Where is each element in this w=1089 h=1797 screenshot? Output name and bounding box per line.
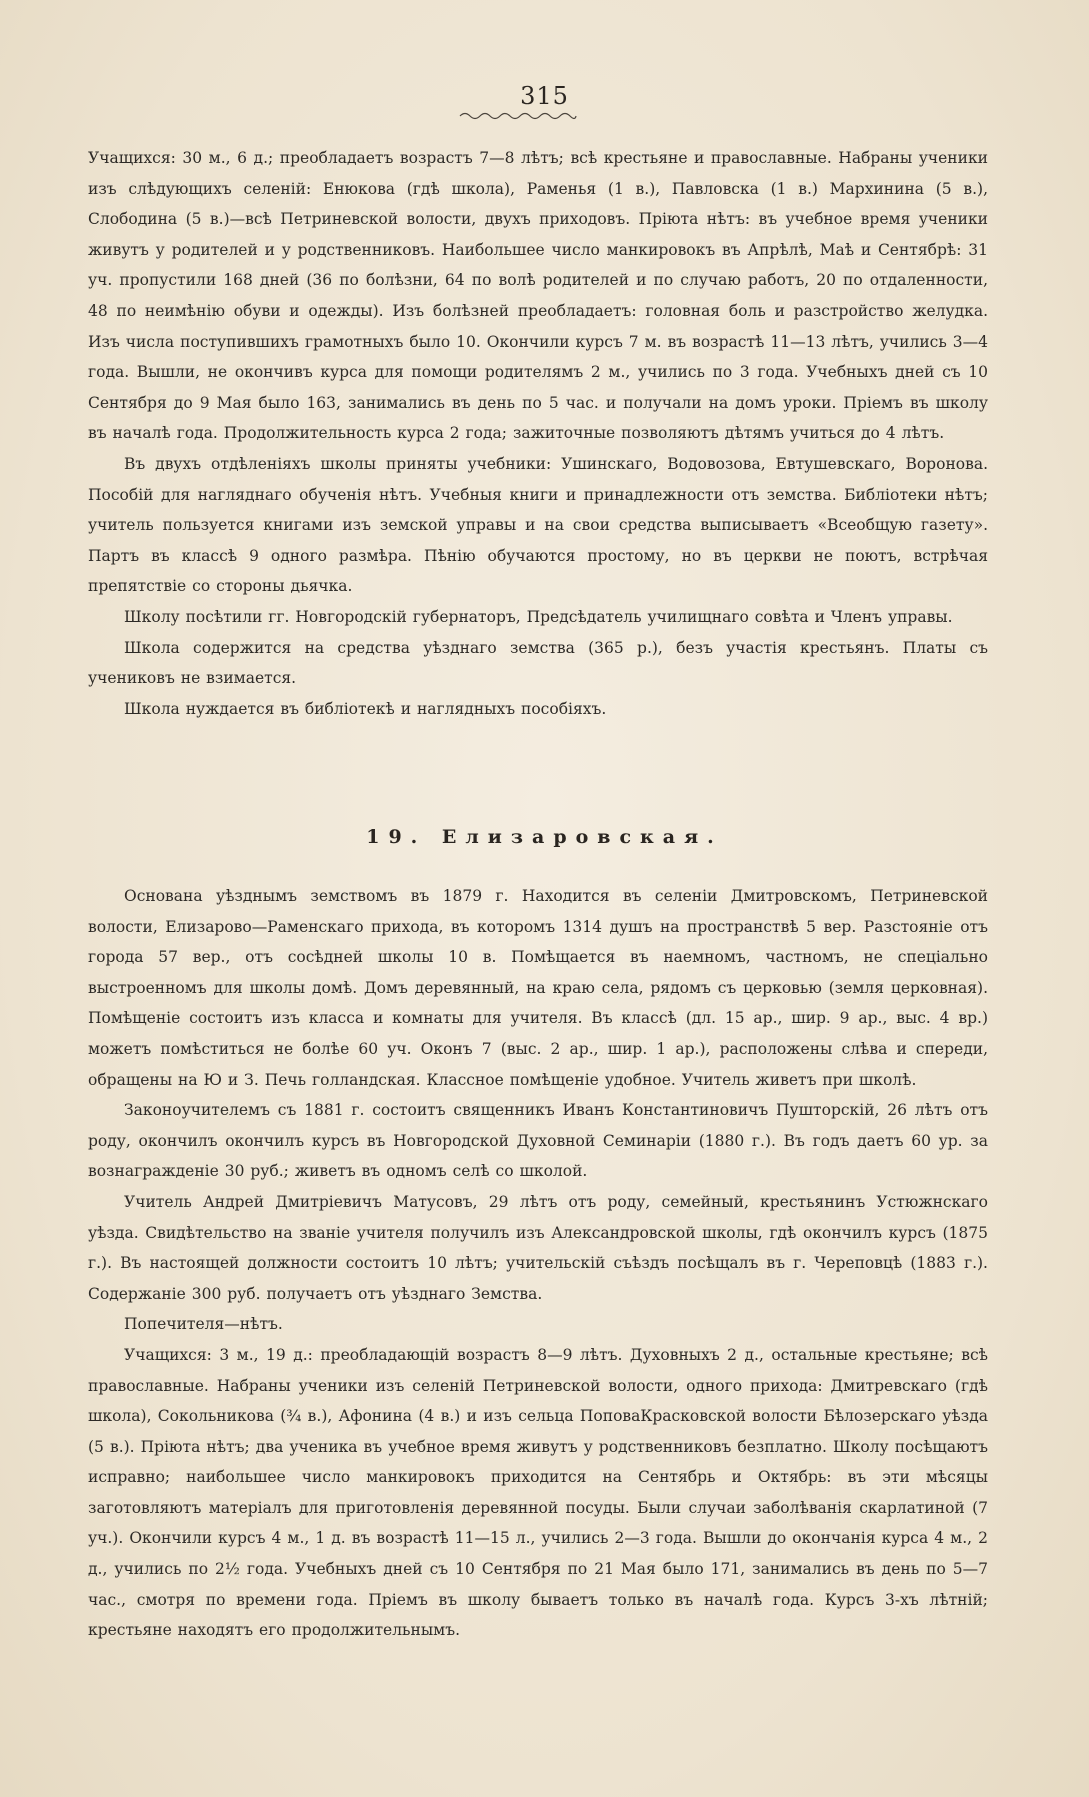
paragraph-trustees: Попечителя—нѣтъ. [124, 1315, 283, 1334]
paragraph-students: Учащихся: 30 м., 6 д.; преобладаетъ возрастъ 7—8 лѣтъ; всѣ крестьяне и православные. Набраны ученики изъ слѣдующихъ селеній: Енюкова (гдѣ школа), Раменья (1 в.), Павловска (1 в.) Мархинина (5 в.), Слободина (5 в.)—всѣ Петриневской волости, двухъ приходовъ. Пріюта нѣтъ: въ учебное время ученики живутъ у родителей и у родственниковъ. Наибольшее число манкировокъ въ Апрѣлѣ, Маѣ и Сентябрѣ: 31 уч. пропустили 168 дней (36 по болѣзни, 64 по волѣ родителей и по случаю работъ, 20 по отдаленности, 48 по неимѣнію обуви и одежды). Изъ болѣзней преобладаетъ: головная боль и разстройство желудка. Изъ числа поступившихъ грамотныхъ было 10. Окончили курсъ 7 м. въ возрастѣ 11—13 лѣтъ, учились 3—4 года. Вышли, не окончивъ курса для помощи родителямъ 2 м., учились по 3 года. Учебныхъ дней съ 10 Сентября до 9 Мая было 163, занимались въ день по 5 час. и получали на домъ уроки. Пріемъ въ школу въ началѣ года. Продолжительность курса 2 года; зажиточные позволяютъ дѣтямъ учиться до 4 лѣтъ. [88, 149, 988, 443]
paragraph-founding: Основана уѣзднымъ земствомъ въ 1879 г. Находится въ селеніи Дмитровскомъ, Петриневской волости, Елизарово—Раменскаго прихода, въ которомъ 1314 душъ на пространствѣ 5 вер. Разстояніе отъ города 57 вер., отъ сосѣдней школы 10 в. Помѣщается въ наемномъ, частномъ, не спеціально выстроенномъ для школы домѣ. Домъ деревянный, на краю села, рядомъ съ церковью (земля церковная). Помѣщеніе состоитъ изъ класса и комнаты для учителя. Въ классѣ (дл. 15 ар., шир. 9 ар., выс. 4 вр.) можетъ помѣститься не болѣе 60 уч. Оконъ 7 (выс. 2 ар., шир. 1 ар.), расположены слѣва и спереди, обращены на Ю и З. Печь голландская. Классное помѣщеніе удобное. Учитель живетъ при школѣ. [88, 887, 988, 1089]
section-title: Елизаровская. [441, 826, 723, 848]
paragraph-law-teacher: Законоучителемъ съ 1881 г. состоитъ священникъ Иванъ Константиновичъ Пушторскій, 26 лѣтъ отъ роду, окончилъ окончилъ курсъ въ Новгородской Духовной Семинаріи (1880 г.). Въ годъ даетъ 60 ур. за вознагражденіе 30 руб.; живетъ въ одномъ селѣ со школой. [88, 1101, 988, 1181]
paragraph-textbooks: Въ двухъ отдѣленіяхъ школы приняты учебники: Ушинскаго, Водовозова, Евтушевскаго, Воронова. Пособій для нагляднаго обученія нѣтъ. Учебныя книги и принадлежности отъ земства. Библіотеки нѣтъ; учитель пользуется книгами изъ земской управы и на свои средства выписываетъ «Всеобщую газету». Партъ въ классѣ 9 одного размѣра. Пѣнію обучаются простому, но въ церкви не поютъ, встрѣчая препятствіе со стороны дьячка. [88, 454, 988, 596]
section-number: 19. [366, 826, 427, 848]
page-number: 315 [520, 82, 569, 110]
paragraph-needs: Школа нуждается въ библіотекѣ и наглядныхъ пособіяхъ. [124, 699, 607, 718]
paragraph-funding: Школа содержится на средства уѣзднаго земства (365 р.), безъ участія крестьянъ. Платы съ учениковъ не взимается. [88, 638, 988, 688]
wavy-rule-ornament [458, 110, 578, 122]
paragraph-students-2: Учащихся: 3 м., 19 д.: преобладающій возрастъ 8—9 лѣтъ. Духовныхъ 2 д., остальные крестьяне; всѣ православные. Набраны ученики изъ селеній Петриневской волости, одного прихода: Дмитревскаго (гдѣ школа), Сокольникова (¾ в.), Афонина (4 в.) и изъ сельца ПоповаКрасковской волости Бѣлозерскаго уѣзда (5 в.). Пріюта нѣтъ; два ученика въ учебное время живутъ у родственниковъ безплатно. Школу посѣщаютъ исправно; наибольшее число манкировокъ приходится на Сентябрь и Октябрь: въ эти мѣсяцы заготовляютъ матеріалъ для приготовленія деревянной посуды. Были случаи заболѣванія скарлатиной (7 уч.). Окончили курсъ 4 м., 1 д. въ возрастѣ 11—15 л., учились 2—3 года. Вышли до окончанія курса 4 м., 2 д., учились по 2½ года. Учебныхъ дней съ 10 Сентября по 21 Мая было 171, занимались въ день по 5—7 час., смотря по времени года. Пріемъ въ школу бываетъ только въ началѣ года. Курсъ 3-хъ лѣтній; крестьяне находятъ его продолжительнымъ. [88, 1345, 988, 1640]
paragraph-visitors: Школу посѣтили гг. Новгородскій губернаторъ, Предсѣдатель училищнаго совѣта и Членъ управы. [124, 607, 953, 626]
text-block-previous-school [88, 143, 988, 724]
section-heading [0, 826, 1089, 848]
text-block-elizarovskaya [88, 881, 988, 1646]
paragraph-teacher: Учитель Андрей Дмитріевичъ Матусовъ, 29 лѣтъ отъ роду, семейный, крестьянинъ Устюжнскаго уѣзда. Свидѣтельство на званіе учителя получилъ изъ Александровской школы, гдѣ окончилъ курсъ (1875 г.). Въ настоящей должности состоитъ 10 лѣтъ; учительскій съѣздъ посѣщалъ въ г. Череповцѣ (1883 г.). Содержаніе 300 руб. получаетъ отъ уѣзднаго Земства. [88, 1192, 988, 1303]
